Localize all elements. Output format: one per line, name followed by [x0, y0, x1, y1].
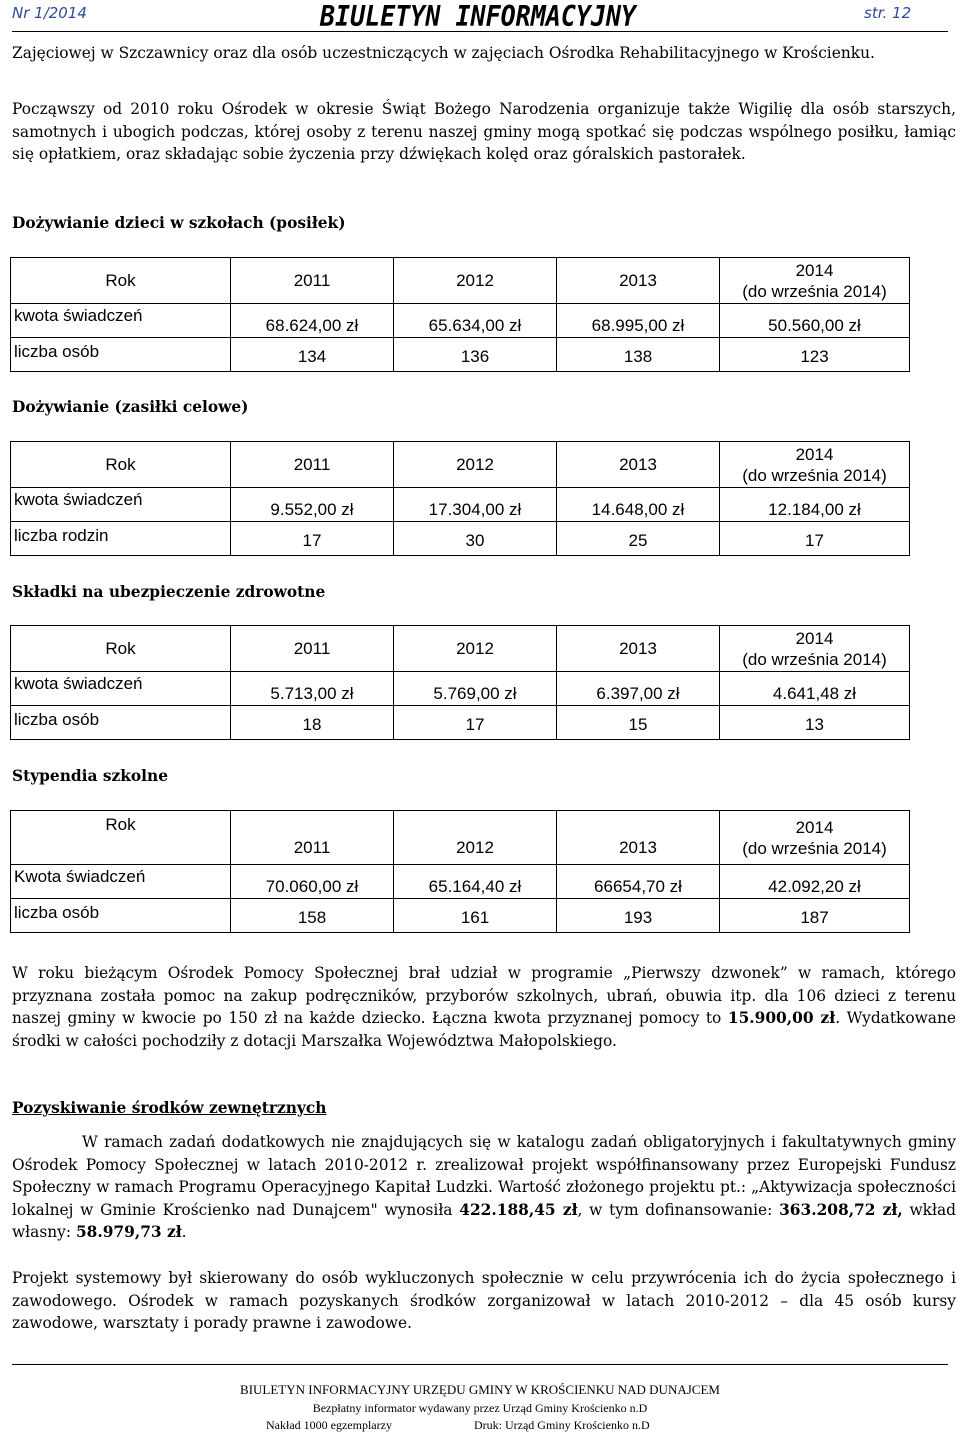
table-cell: 68.995,00 zł [557, 304, 720, 338]
row-label: kwota świadczeń [11, 304, 231, 338]
external-funds-paragraph-1: W ramach zadań dodatkowych nie znajdujących się w katalogu zadań obligatoryjnych i fakultatywnych gminy Ośrodek Pomocy Społecznej w latach 2010-2012 r. zrealizował projekt współfinansowany przez Europejski Fundusz Społeczny w ramach Programu Operacyjnego Kapitał Ludzki. Wartość złożonego projektu pt.: „Aktywizacja społeczności lokalnej w Gminie Krościenko nad Dunajcem" wynosiła 422.188,45 zł, w tym dofinansowanie: 363.208,72 zł, wkład własny: 58.979,73 zł. [12, 1133, 956, 1242]
table-header-row [11, 811, 910, 865]
footer-circulation: Nakład 1000 egzemplarzy [266, 1418, 392, 1432]
table-cell: 66654,70 zł [557, 865, 720, 899]
table-cell: 13 [720, 706, 910, 740]
header-cell-year: Rok [11, 258, 231, 304]
table-row [11, 865, 910, 899]
header-cell: 2013 [557, 811, 720, 865]
header-cell-2014: 2014 (do września 2014) [720, 626, 910, 672]
table-cell: 123 [720, 338, 910, 372]
page-number: str. 12 [864, 4, 912, 22]
page-footer [12, 1364, 948, 1444]
table-cell: 187 [720, 899, 910, 933]
first-bell-amount: 15.900,00 zł [727, 1009, 836, 1028]
row-label: Kwota świadczeń [11, 865, 231, 899]
table-cell: 42.092,20 zł [720, 865, 910, 899]
row-label: kwota świadczeń [11, 488, 231, 522]
header-cell: 2011 [231, 811, 394, 865]
table-cell: 12.184,00 zł [720, 488, 910, 522]
header-cell: 2012 [394, 442, 557, 488]
header-cell: 2013 [557, 626, 720, 672]
table-cell: 136 [394, 338, 557, 372]
header-rule [12, 31, 948, 32]
table-row [11, 672, 910, 706]
table-heading-meals: Dożywianie dzieci w szkołach (posiłek) [12, 214, 346, 232]
footer-rule [12, 1364, 948, 1365]
first-bell-paragraph: W roku bieżącym Ośrodek Pomocy Społecznej brał udział w programie „Pierwszy dzwonek” w ramach, którego przyznana została pomoc na zakup podręczników, przyborów szkolnych, ubrań, obuwia itp. dla 106 dzieci z terenu naszej gminy w kwocie po 150 zł na każde dziecko. Łączna kwota przyznanej pomocy to 15.900,00 zł. Wydatkowane środki w całości pochodziły z dotacji Marszałka Województwa Małopolskiego. [12, 964, 956, 1050]
table-row [11, 488, 910, 522]
table-cell: 65.634,00 zł [394, 304, 557, 338]
footer-publisher: BIULETYN INFORMACYJNY URZĘDU GMINY W KROŚCIENKU NAD DUNAJCEM [240, 1382, 720, 1397]
table-cell: 4.641,48 zł [720, 672, 910, 706]
intro-paragraph-2: Począwszy od 2010 roku Ośrodek w okresie Świąt Bożego Narodzenia organizuje także Wigilię dla osób starszych, samotnych i ubogich podczas, której osoby z terenu naszej gminy mogą spotkać się podczas wspólnego posiłku, łamiąc się opłatkiem, oraz składając sobie życzenia przy dźwiękach kolęd oraz góralskich pastorałek. [12, 100, 956, 164]
table-heading-allowances: Dożywianie (zasiłki celowe) [12, 398, 249, 416]
table-cell: 14.648,00 zł [557, 488, 720, 522]
header-cell-2014: 2014 (do września 2014) [720, 258, 910, 304]
table-allowances [10, 441, 910, 556]
table-row [11, 706, 910, 740]
table-scholarships [10, 810, 910, 933]
table-header-row [11, 258, 910, 304]
header-cell: 2012 [394, 626, 557, 672]
table-header-row [11, 626, 910, 672]
table-cell: 68.624,00 zł [231, 304, 394, 338]
intro-paragraph-1: Zajęciowej w Szczawnicy oraz dla osób uczestniczących w zajęciach Ośrodka Rehabilitacyjnego w Krościenku. [12, 44, 875, 62]
header-cell-year: Rok [11, 626, 231, 672]
header-cell-year: Rok [11, 811, 231, 865]
table-cell: 25 [557, 522, 720, 556]
table-cell: 5.713,00 zł [231, 672, 394, 706]
external-funds-heading: Pozyskiwanie środków zewnętrznych [12, 1099, 327, 1117]
header-cell-2014: 2014 (do września 2014) [720, 442, 910, 488]
table-cell: 17.304,00 zł [394, 488, 557, 522]
table-cell: 5.769,00 zł [394, 672, 557, 706]
table-cell: 15 [557, 706, 720, 740]
table-cell: 70.060,00 zł [231, 865, 394, 899]
table-cell: 65.164,40 zł [394, 865, 557, 899]
table-cell: 30 [394, 522, 557, 556]
row-label: liczba osób [11, 338, 231, 372]
page-header [0, 0, 960, 34]
bulletin-title: BIULETYN INFORMACYJNY [320, 0, 637, 33]
project-total-value: 422.188,45 zł [459, 1200, 578, 1219]
footer-description: Bezpłatny informator wydawany przez Urząd Gminy Krościenko n.D [312, 1401, 648, 1415]
table-row [11, 338, 910, 372]
header-cell: 2011 [231, 442, 394, 488]
table-cell: 6.397,00 zł [557, 672, 720, 706]
footer-printer: Druk: Urząd Gminy Krościenko n.D [474, 1418, 650, 1432]
table-insurance [10, 625, 910, 740]
header-cell: 2011 [231, 258, 394, 304]
table-meals [10, 257, 910, 372]
row-label: liczba osób [11, 706, 231, 740]
row-label: liczba rodzin [11, 522, 231, 556]
table-heading-insurance: Składki na ubezpieczenie zdrowotne [12, 583, 326, 601]
project-cofunding: 363.208,72 zł, [779, 1200, 903, 1219]
table-cell: 17 [720, 522, 910, 556]
row-label: liczba osób [11, 899, 231, 933]
issue-number: Nr 1/2014 [12, 4, 87, 22]
header-cell: 2013 [557, 442, 720, 488]
header-cell: 2011 [231, 626, 394, 672]
table-cell: 17 [231, 522, 394, 556]
table-cell: 9.552,00 zł [231, 488, 394, 522]
table-cell: 158 [231, 899, 394, 933]
row-label: kwota świadczeń [11, 672, 231, 706]
table-row [11, 899, 910, 933]
header-cell: 2012 [394, 258, 557, 304]
table-row [11, 522, 910, 556]
table-row [11, 304, 910, 338]
header-cell-2014: 2014 (do września 2014) [720, 811, 910, 865]
table-cell: 193 [557, 899, 720, 933]
project-own-contribution: 58.979,73 zł [75, 1223, 182, 1242]
table-cell: 134 [231, 338, 394, 372]
table-cell: 18 [231, 706, 394, 740]
table-header-row [11, 442, 910, 488]
header-cell-year: Rok [11, 442, 231, 488]
table-cell: 138 [557, 338, 720, 372]
header-cell: 2012 [394, 811, 557, 865]
table-heading-scholarships: Stypendia szkolne [12, 767, 169, 785]
external-funds-paragraph-2: Projekt systemowy był skierowany do osób wykluczonych społecznie w celu przywrócenia ich do życia społecznego i zawodowego. Ośrodek w ramach pozyskanych środków zorganizował w latach 2010-2012 – dla 45 osób kursy zawodowe, warsztaty i porady prawne i zawodowe. [12, 1269, 956, 1333]
header-cell: 2013 [557, 258, 720, 304]
table-cell: 50.560,00 zł [720, 304, 910, 338]
table-cell: 17 [394, 706, 557, 740]
table-cell: 161 [394, 899, 557, 933]
